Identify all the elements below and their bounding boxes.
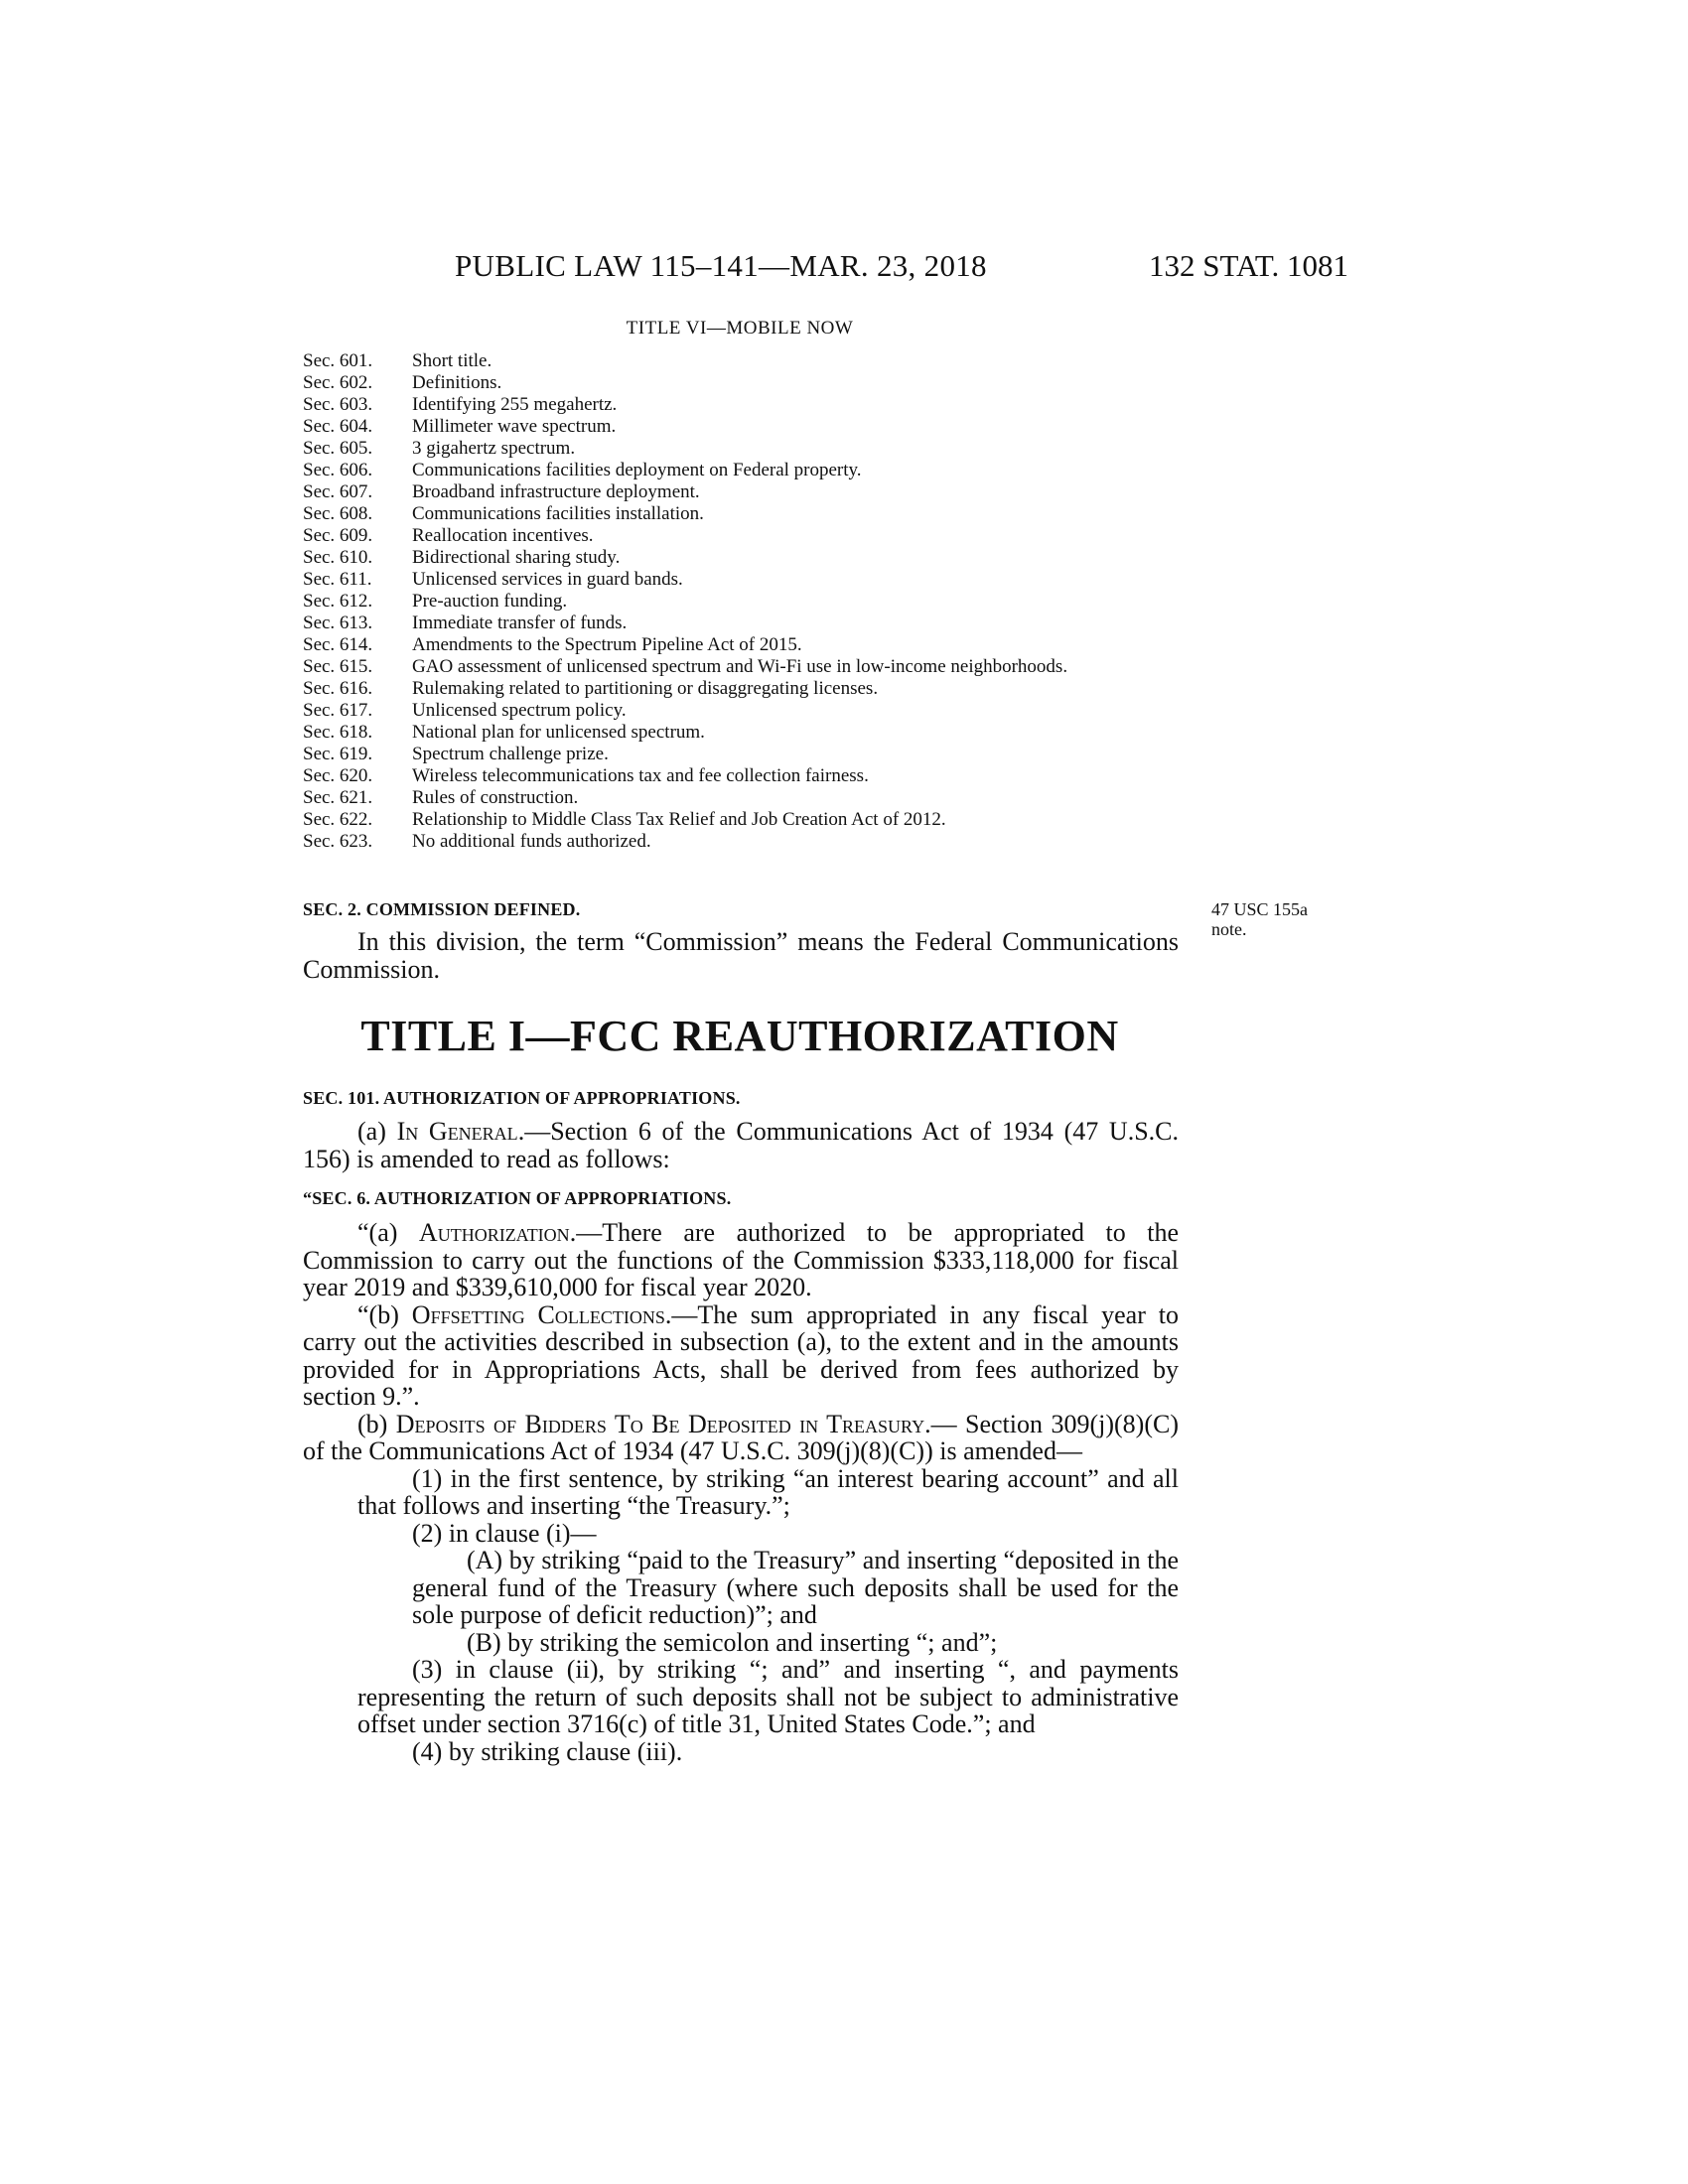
running-header-stat: 132 STAT. 1081 — [1149, 248, 1349, 283]
toc-item — [303, 350, 1187, 372]
sec6-b — [303, 1301, 1179, 1411]
toc-item-text: Definitions. — [412, 372, 502, 393]
toc-item — [303, 372, 1187, 394]
running-header-law: PUBLIC LAW 115–141—MAR. 23, 2018 — [455, 248, 987, 283]
sec101-a — [303, 1118, 1179, 1172]
toc-item-text: No additional funds authorized. — [412, 831, 651, 852]
sec2-text: In this division, the term “Commission” means the Federal Communications Commission. — [303, 927, 1179, 984]
para-text: .— Section 309(j)(8)(C) of the Communications Act of 1934 (47 U.S.C. 309(j)(8)(C)) is amended— — [303, 1409, 1179, 1465]
deposits-p4: (4) by striking clause (iii). — [412, 1736, 683, 1766]
toc-item — [303, 503, 1187, 525]
toc-item-number: Sec. 614. — [303, 634, 373, 655]
toc-item-number: Sec. 620. — [303, 765, 373, 786]
toc-item-number: Sec. 615. — [303, 656, 373, 677]
toc-item-text: 3 gigahertz spectrum. — [412, 438, 576, 459]
para-text: .—Section 6 of the Communications Act of 1934 (47 U.S.C. 156) is amended to read as follows: — [303, 1117, 1179, 1173]
sec6-body — [303, 1219, 1179, 1765]
toc-item-text: Short title. — [412, 350, 492, 371]
toc-item-text: Unlicensed services in guard bands. — [412, 569, 683, 590]
toc-item-number: Sec. 610. — [303, 547, 373, 568]
para-text: .—There are authorized to be appropriated to the Commission to carry out the functions of the Commission $333,118,000 for fiscal year 2019 and $339,610,000 for fiscal year 2020. — [303, 1218, 1180, 1301]
toc-item — [303, 809, 1187, 831]
para-number: “(b) — [357, 1299, 412, 1329]
deposits-pB: (B) by striking the semicolon and inserting “; and”; — [467, 1627, 998, 1657]
toc-item — [303, 765, 1187, 787]
toc-item — [303, 656, 1187, 678]
toc-item — [303, 416, 1187, 438]
sec2-heading: SEC. 2. COMMISSION DEFINED. — [303, 899, 581, 919]
para-caption: Offsetting Collections — [411, 1299, 665, 1329]
toc-item — [303, 722, 1187, 744]
toc-item-number: Sec. 605. — [303, 438, 373, 459]
toc-item-number: Sec. 622. — [303, 809, 373, 830]
toc-item-number: Sec. 618. — [303, 722, 373, 743]
toc-item — [303, 547, 1187, 569]
toc-item-text: National plan for unlicensed spectrum. — [412, 722, 705, 743]
deposits-b — [303, 1411, 1179, 1465]
toc-item-number: Sec. 603. — [303, 394, 373, 415]
para-number: (a) — [357, 1117, 397, 1146]
toc-item-text: GAO assessment of unlicensed spectrum and Wi-Fi use in low-income neighborhoods. — [412, 656, 1068, 677]
toc-item-number: Sec. 612. — [303, 591, 373, 612]
sec101-body — [303, 1118, 1179, 1172]
toc-item-text: Broadband infrastructure deployment. — [412, 481, 700, 502]
para-caption: In General — [396, 1117, 518, 1146]
margin-note-line-2: note. — [1211, 919, 1247, 939]
toc-item — [303, 569, 1187, 591]
para-number: (b) — [357, 1409, 396, 1438]
deposits-p3: (3) in clause (ii), by striking “; and” and inserting “, and payments representing the return of such deposits shall not be subject to administrative offset under section 3716(c) of title 31, United States Code.”; and — [357, 1655, 1179, 1738]
toc-item — [303, 700, 1187, 722]
toc-item — [303, 438, 1187, 460]
toc-item-text: Rulemaking related to partitioning or disaggregating licenses. — [412, 678, 879, 699]
toc-item — [303, 787, 1187, 809]
toc-title: TITLE VI—MOBILE NOW — [626, 318, 854, 339]
toc-item-text: Reallocation incentives. — [412, 525, 594, 546]
toc-item-text: Pre-auction funding. — [412, 591, 568, 612]
toc-item-number: Sec. 616. — [303, 678, 373, 699]
toc-item-number: Sec. 619. — [303, 744, 373, 764]
toc-item-number: Sec. 623. — [303, 831, 373, 852]
toc-item-text: Relationship to Middle Class Tax Relief and Job Creation Act of 2012. — [412, 809, 946, 830]
toc-item-number: Sec. 608. — [303, 503, 373, 524]
toc-item-text: Rules of construction. — [412, 787, 579, 808]
toc-item-text: Amendments to the Spectrum Pipeline Act of 2015. — [412, 634, 802, 655]
toc-item-text: Millimeter wave spectrum. — [412, 416, 617, 437]
margin-note-line-1: 47 USC 155a — [1211, 899, 1309, 919]
toc-item — [303, 744, 1187, 765]
toc-item-text: Communications facilities deployment on Federal property. — [412, 460, 862, 480]
deposits-p2: (2) in clause (i)— — [412, 1518, 597, 1548]
toc-item-text: Communications facilities installation. — [412, 503, 704, 524]
deposits-pA: (A) by striking “paid to the Treasury” and inserting “deposited in the general fund of the Treasury (where such deposits shall be used for the sole purpose of deficit reduction)”; and — [412, 1546, 1179, 1629]
para-text: .—The sum appropriated in any fiscal year to carry out the activities described in subsection (a), to the extent and in the amounts provided for in Appropriations Acts, shall be derived from fees authorized by section 9.”. — [303, 1299, 1179, 1411]
sec101-heading: SEC. 101. AUTHORIZATION OF APPROPRIATIONS. — [303, 1088, 741, 1108]
toc-item — [303, 634, 1187, 656]
toc-item-number: Sec. 601. — [303, 350, 373, 371]
sec6-heading: “SEC. 6. AUTHORIZATION OF APPROPRIATIONS. — [303, 1188, 732, 1208]
title-heading: TITLE I—FCC REAUTHORIZATION — [360, 1012, 1119, 1060]
toc-item — [303, 613, 1187, 634]
toc-item-number: Sec. 609. — [303, 525, 373, 546]
toc-item — [303, 831, 1187, 853]
toc-item-text: Spectrum challenge prize. — [412, 744, 609, 764]
toc-item-number: Sec. 606. — [303, 460, 373, 480]
sec2-body — [303, 928, 1179, 983]
table-of-contents — [303, 350, 1187, 853]
sec6-a — [303, 1219, 1179, 1301]
toc-item — [303, 460, 1187, 481]
toc-item-text: Identifying 255 megahertz. — [412, 394, 618, 415]
toc-item — [303, 678, 1187, 700]
toc-item — [303, 394, 1187, 416]
para-caption: Deposits of Bidders To Be Deposited in Treasury — [395, 1409, 925, 1438]
toc-item-text: Bidirectional sharing study. — [412, 547, 621, 568]
toc-item — [303, 591, 1187, 613]
para-number: “(a) — [357, 1218, 419, 1247]
deposits-p1: (1) in the first sentence, by striking “an interest bearing account” and all that follows and inserting “the Treasury.”; — [357, 1463, 1179, 1520]
toc-item — [303, 481, 1187, 503]
toc-item-number: Sec. 607. — [303, 481, 373, 502]
toc-item-number: Sec. 602. — [303, 372, 373, 393]
toc-item-number: Sec. 611. — [303, 569, 372, 590]
toc-item-text: Wireless telecommunications tax and fee collection fairness. — [412, 765, 869, 786]
toc-item-number: Sec. 617. — [303, 700, 373, 721]
toc-item-number: Sec. 621. — [303, 787, 373, 808]
para-caption: Authorization — [418, 1218, 570, 1247]
toc-item-number: Sec. 613. — [303, 613, 373, 633]
toc-item-number: Sec. 604. — [303, 416, 373, 437]
toc-item — [303, 525, 1187, 547]
toc-item-text: Immediate transfer of funds. — [412, 613, 628, 633]
margin-note — [1211, 899, 1350, 939]
toc-item-text: Unlicensed spectrum policy. — [412, 700, 627, 721]
